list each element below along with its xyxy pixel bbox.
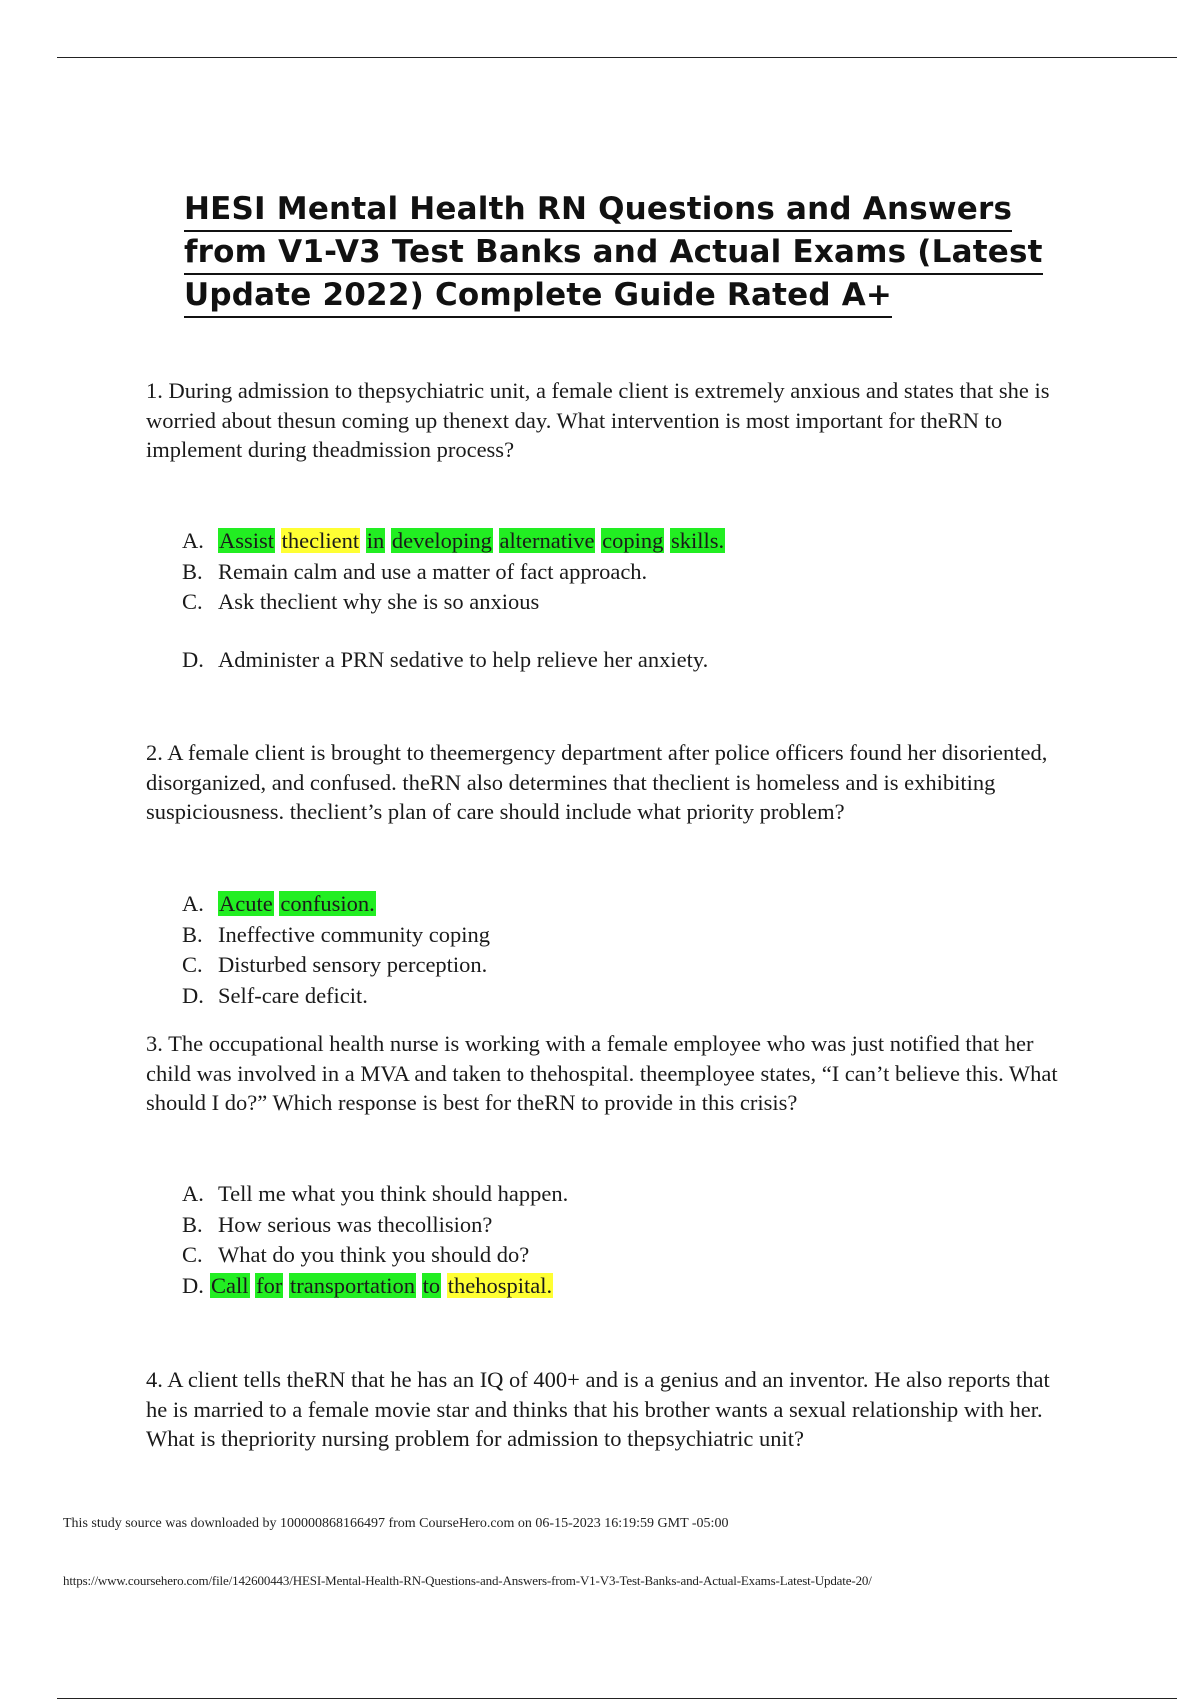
question-1-text: 1. During admission to thepsychiatric unit, a female client is extremely anxious and states that she is worried about thesun coming up thenext day. What intervention is most important for theRN to implement during theadmission process? <box>146 378 1050 462</box>
highlight-green: Assist <box>219 528 275 553</box>
option-c <box>182 1240 1082 1271</box>
highlight-green: to <box>422 1272 441 1298</box>
highlight-green: for <box>256 1272 283 1298</box>
highlight-green: developing <box>391 528 492 553</box>
option-text: Self-care deficit. <box>218 982 368 1008</box>
option-letter: D. <box>182 1272 204 1298</box>
highlight-yellow: thehospital. <box>447 1272 553 1298</box>
title-line: Update 2022) Complete Guide Rated A+ <box>184 275 892 318</box>
option-text: Administer a PRN sedative to help relieve her anxiety. <box>218 646 709 672</box>
option-a <box>182 1179 1082 1210</box>
download-note: This study source was downloaded by 100000868166497 from CourseHero.com on 06-15-2023 16:19:59 GMT -05:00 <box>63 1516 729 1531</box>
highlight-green: alternative <box>499 528 595 553</box>
option-letter: C. <box>182 589 203 614</box>
option-d <box>182 981 1082 1012</box>
text-span <box>275 528 281 553</box>
option-b <box>182 920 1082 951</box>
title-line: HESI Mental Health RN Questions and Answers <box>184 189 1012 232</box>
option-text-highlighted <box>210 1273 553 1298</box>
option-letter: A. <box>182 528 204 553</box>
option-d <box>182 645 1082 676</box>
option-text: What do you think you should do? <box>218 1242 530 1267</box>
text-span <box>360 528 366 553</box>
option-b <box>182 1210 1082 1241</box>
option-b <box>182 557 1082 588</box>
text-span <box>493 528 499 553</box>
highlight-green: transportation <box>290 1272 415 1298</box>
highlight-green: Acute <box>219 891 273 916</box>
option-c <box>182 587 1082 618</box>
question-1-options <box>182 526 1082 675</box>
highlight-green: Call <box>211 1272 249 1298</box>
option-text: Disturbed sensory perception. <box>218 952 488 977</box>
option-letter: C. <box>182 952 203 977</box>
question-3-text: 3. The occupational health nurse is working with a female employee who was just notified that her child was involved in a MVA and taken to thehospital. theemployee states, “I can’t believe this. What should I do?” Which response is best for theRN to provide in this crisis? <box>146 1031 1058 1115</box>
question-3-options <box>182 1179 1082 1301</box>
option-text: Ask theclient why she is so anxious <box>218 589 540 614</box>
question-2-options <box>182 889 1082 1011</box>
document-title <box>184 189 1084 318</box>
option-text-highlighted <box>218 528 725 553</box>
question-2-text: 2. A female client is brought to theemergency department after police officers found her disoriented, disorganized, and confused. theRN also determines that theclient is homeless and is exhibiting suspiciousness. theclient’s plan of care should include what priority problem? <box>146 740 1048 824</box>
option-letter: B. <box>182 1211 203 1237</box>
highlight-green: in <box>366 528 385 553</box>
option-letter: A. <box>182 1181 204 1206</box>
highlight-green: coping <box>602 528 664 553</box>
option-letter: B. <box>182 558 203 584</box>
title-line: from V1-V3 Test Banks and Actual Exams (Latest <box>184 232 1043 275</box>
text-span <box>416 1273 422 1298</box>
bottom-rule <box>57 1698 1177 1699</box>
option-text-highlighted <box>218 891 376 916</box>
option-letter: B. <box>182 921 203 947</box>
highlight-green: skills. <box>670 528 725 553</box>
option-a <box>182 526 1082 557</box>
option-letter: D. <box>182 982 204 1008</box>
source-url[interactable]: https://www.coursehero.com/file/142600443/HESI-Mental-Health-RN-Questions-and-Answers-from-V1-V3-Test-Banks-and-Actual-Exams-Latest-Update-20/ <box>63 1573 872 1588</box>
highlight-green: confusion. <box>280 891 375 916</box>
option-text: Ineffective community coping <box>218 921 490 947</box>
option-text: Tell me what you think should happen. <box>218 1181 569 1206</box>
option-a <box>182 889 1082 920</box>
option-d <box>182 1271 1082 1302</box>
top-rule <box>57 57 1177 58</box>
option-letter: D. <box>182 646 204 672</box>
highlight-yellow: theclient <box>281 528 360 553</box>
text-span <box>441 1273 447 1298</box>
question-4-text: 4. A client tells theRN that he has an IQ of 400+ and is a genius and an inventor. He also reports that he is married to a female movie star and thinks that his brother wants a sexual relationship with her. What is thepriority nursing problem for admission to thepsychiatric unit? <box>146 1367 1050 1451</box>
option-letter: A. <box>182 891 204 916</box>
option-letter: C. <box>182 1242 203 1267</box>
option-text: How serious was thecollision? <box>218 1211 493 1237</box>
option-c <box>182 950 1082 981</box>
option-text: Remain calm and use a matter of fact approach. <box>218 558 648 584</box>
